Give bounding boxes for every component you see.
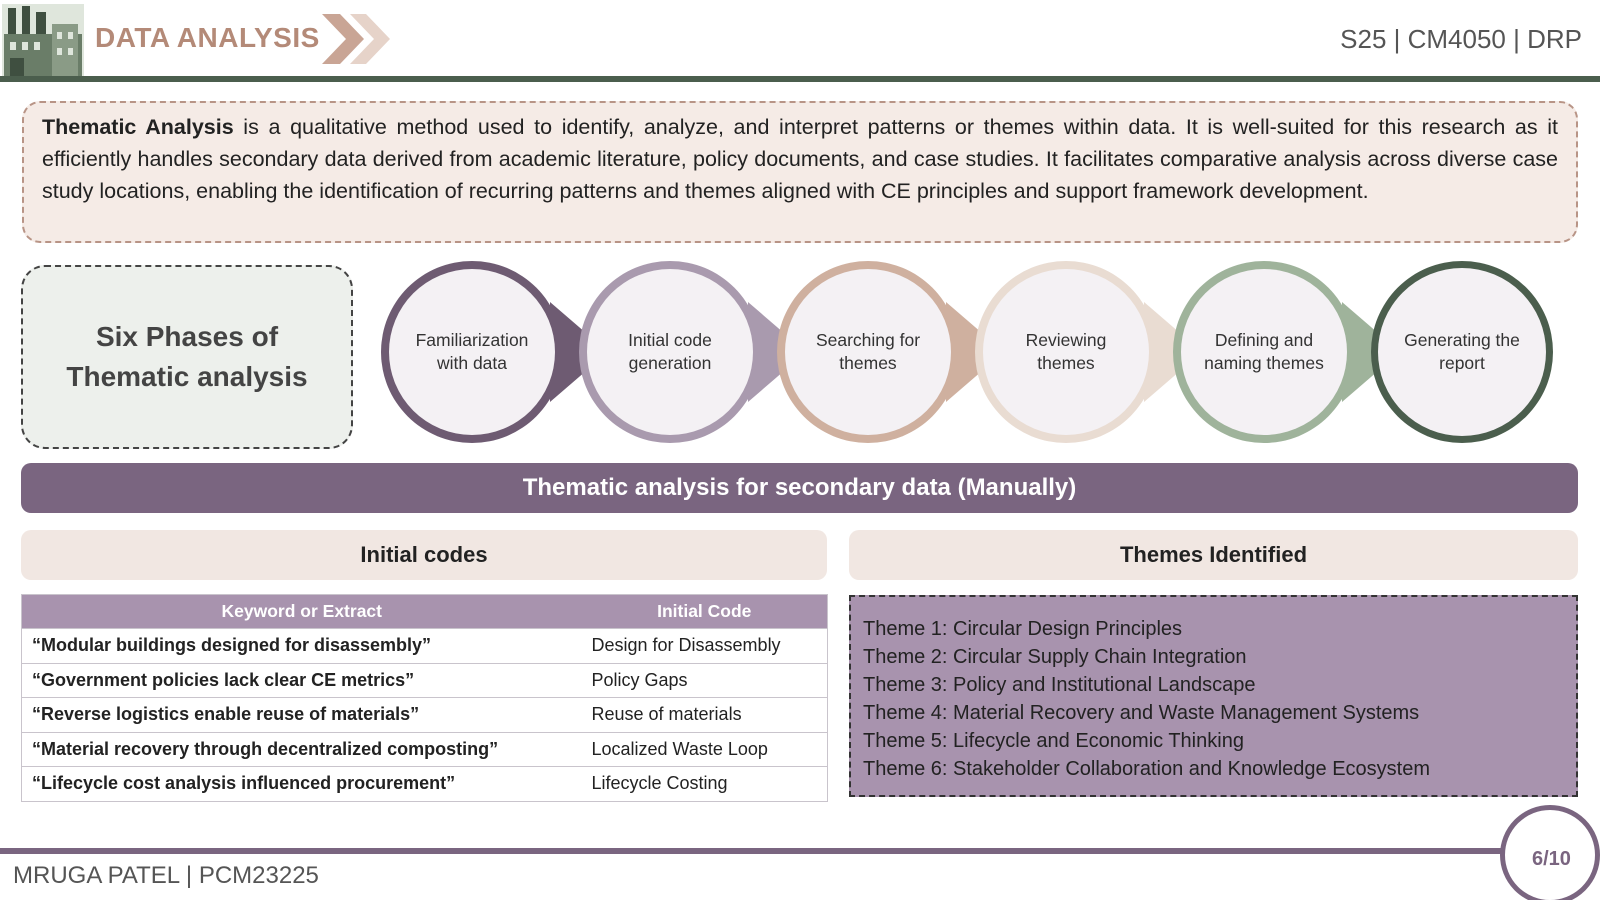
extract-cell: “Material recovery through decentralized composting” <box>22 732 582 767</box>
column-header-code: Initial Code <box>582 595 828 629</box>
code-cell: Design for Disassembly <box>582 629 828 664</box>
themes-list <box>849 595 1578 797</box>
intro-text: is a qualitative method used to identify, analyze, and interpret patterns or themes within data. It is well-suited for this research as it efficiently handles secondary data derived from academic literature, policy documents, and case studies. It facilitates comparative analysis across diverse case study locations, enabling the identification of recurring patterns and themes aligned with CE principles and support framework development. <box>42 115 1559 203</box>
code-cell: Localized Waste Loop <box>582 732 828 767</box>
theme-item: Theme 1: Circular Design Principles <box>863 618 1183 640</box>
theme-item: Theme 5: Lifecycle and Economic Thinking <box>863 730 1244 752</box>
phase-3-label: Searching for themes <box>815 330 921 373</box>
chevron-right-icon <box>322 12 392 66</box>
table-header-row <box>22 595 828 629</box>
code-cell: Policy Gaps <box>582 663 828 698</box>
table-row <box>22 767 828 802</box>
table-row <box>22 663 828 698</box>
code-cell: Reuse of materials <box>582 698 828 733</box>
building-logo-icon <box>2 4 84 76</box>
footer-divider <box>0 848 1510 854</box>
author-label: MRUGA PATEL | PCM23225 <box>13 862 319 889</box>
extract-cell: “Reverse logistics enable reuse of materials” <box>22 698 582 733</box>
phases-label: Six Phases of Thematic analysis <box>21 265 353 449</box>
phase-4-label: Reviewing themes <box>1025 330 1107 373</box>
phase-5-label: Defining and naming themes <box>1204 330 1324 373</box>
code-cell: Lifecycle Costing <box>582 767 828 802</box>
themes-header: Themes Identified <box>849 530 1578 580</box>
phase-6-label: Generating the report <box>1404 330 1520 373</box>
intro-paragraph <box>22 101 1578 243</box>
theme-item: Theme 2: Circular Supply Chain Integration <box>863 646 1247 668</box>
initial-codes-header: Initial codes <box>21 530 827 580</box>
page-title: DATA ANALYSIS <box>95 22 320 53</box>
table-row <box>22 629 828 664</box>
extract-cell: “Government policies lack clear CE metrics” <box>22 663 582 698</box>
header-divider <box>0 76 1600 82</box>
course-code: S25 | CM4050 | DRP <box>1340 24 1582 54</box>
extract-cell: “Modular buildings designed for disassembly” <box>22 629 582 664</box>
theme-item: Theme 4: Material Recovery and Waste Management Systems <box>863 702 1420 724</box>
extract-cell: “Lifecycle cost analysis influenced procurement” <box>22 767 582 802</box>
initial-codes-table <box>21 594 828 802</box>
column-header-keyword: Keyword or Extract <box>22 595 582 629</box>
table-row <box>22 732 828 767</box>
phase-2-label: Initial code generation <box>628 330 712 373</box>
phase-1-label: Familiarization with data <box>415 330 529 373</box>
section-banner: Thematic analysis for secondary data (Manually) <box>21 463 1578 513</box>
theme-item: Theme 3: Policy and Institutional Landscape <box>863 674 1256 696</box>
page-number: 6/10 <box>1532 848 1571 870</box>
intro-bold-lead: Thematic Analysis <box>42 115 234 139</box>
table-row <box>22 698 828 733</box>
phase-diagram <box>380 250 1580 455</box>
theme-item: Theme 6: Stakeholder Collaboration and Knowledge Ecosystem <box>863 758 1430 780</box>
